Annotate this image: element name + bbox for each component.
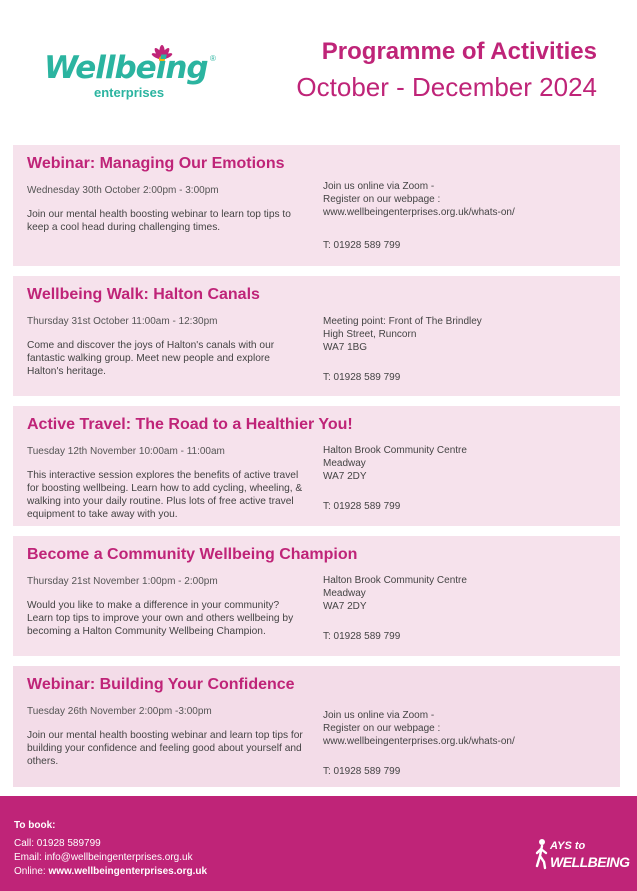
location-line: Register on our webpage : xyxy=(323,723,441,734)
event-description: Join our mental health boosting webinar to learn top tips to keep a cool head during challenging times. xyxy=(27,209,291,233)
event-card xyxy=(13,666,620,787)
event-date: Thursday 21st November 1:00pm - 2:00pm xyxy=(27,576,218,587)
location-line[interactable]: www.wellbeingenterprises.org.uk/whats-on/ xyxy=(323,736,515,747)
location-line: Join us online via Zoom - xyxy=(323,710,435,721)
event-title: Wellbeing Walk: Halton Canals xyxy=(27,286,260,303)
location-line: WA7 2DY xyxy=(323,601,367,612)
event-title: Webinar: Building Your Confidence xyxy=(27,676,295,693)
location-line: Meadway xyxy=(323,588,366,599)
event-description: Would you like to make a difference in your community? Learn top tips to improve your own and others wellbeing by becoming a Halton Community Wellbeing Champion. xyxy=(27,600,294,637)
location-line: High Street, Runcorn xyxy=(323,329,417,340)
event-date: Thursday 31st October 11:00am - 12:30pm xyxy=(27,316,218,327)
event-location xyxy=(323,574,613,613)
page-header xyxy=(0,0,637,140)
event-card xyxy=(13,276,620,396)
footer-call[interactable]: Call: 01928 589799 xyxy=(14,838,101,849)
location-line: Meeting point: Front of The Brindley xyxy=(323,316,482,327)
event-phone: T: 01928 589 799 xyxy=(323,240,401,251)
event-phone: T: 01928 589 799 xyxy=(323,501,401,512)
event-description: This interactive session explores the benefits of active travel for boosting wellbeing. Learn how to add cycling, wheeling, & walking into your daily routine. Plus lots of free active travel equipment to take away with you. xyxy=(27,470,303,520)
ways-to-wellbeing-logo xyxy=(534,838,630,878)
event-description: Come and discover the joys of Halton's canals with our fantastic walking group. Meet new people and explore Halton's heritage. xyxy=(27,340,275,377)
ways-logo-line2: WELLBEING xyxy=(550,854,630,870)
location-line[interactable]: www.wellbeingenterprises.org.uk/whats-on/ xyxy=(323,207,515,218)
registered-mark: ® xyxy=(210,54,216,63)
footer-online-link[interactable]: www.wellbeingenterprises.org.uk xyxy=(48,866,208,877)
event-card xyxy=(13,145,620,266)
event-location xyxy=(323,180,613,219)
event-description: Join our mental health boosting webinar and learn top tips for building your confidence and feeling good about yourself and others. xyxy=(27,730,303,767)
event-title: Webinar: Managing Our Emotions xyxy=(27,155,285,172)
location-line: Meadway xyxy=(323,458,366,469)
logo-wordmark: Wellbeing xyxy=(44,50,208,86)
event-title: Become a Community Wellbeing Champion xyxy=(27,546,358,563)
event-title: Active Travel: The Road to a Healthier You! xyxy=(27,416,353,433)
event-phone: T: 01928 589 799 xyxy=(323,631,401,642)
location-line: Join us online via Zoom - xyxy=(323,181,435,192)
event-date: Wednesday 30th October 2:00pm - 3:00pm xyxy=(27,185,219,196)
page-title: Programme of Activities xyxy=(321,38,597,65)
event-location xyxy=(323,315,613,354)
location-line: Halton Brook Community Centre xyxy=(323,575,467,586)
footer-heading: To book: xyxy=(14,820,56,831)
walking-person-icon xyxy=(534,838,550,870)
location-line: WA7 2DY xyxy=(323,471,367,482)
event-card xyxy=(13,536,620,656)
event-date: Tuesday 26th November 2:00pm -3:00pm xyxy=(27,706,212,717)
location-line: WA7 1BG xyxy=(323,342,368,353)
event-card xyxy=(13,406,620,526)
footer-online xyxy=(14,866,207,877)
event-location xyxy=(323,444,613,483)
logo-subtitle: enterprises xyxy=(94,85,165,100)
location-line: Halton Brook Community Centre xyxy=(323,445,467,456)
event-date: Tuesday 12th November 10:00am - 11:00am xyxy=(27,446,225,457)
footer-email[interactable]: Email: info@wellbeingenterprises.org.uk xyxy=(14,852,193,863)
page-subtitle: October - December 2024 xyxy=(296,72,597,102)
ways-logo-line1: AYS to xyxy=(550,840,586,852)
booking-footer xyxy=(0,796,637,891)
event-phone: T: 01928 589 799 xyxy=(323,766,401,777)
wellbeing-enterprises-logo xyxy=(40,40,230,104)
event-location xyxy=(323,709,613,748)
event-phone: T: 01928 589 799 xyxy=(323,372,401,383)
footer-online-label: Online: xyxy=(14,866,49,877)
location-line: Register on our webpage : xyxy=(323,194,441,205)
